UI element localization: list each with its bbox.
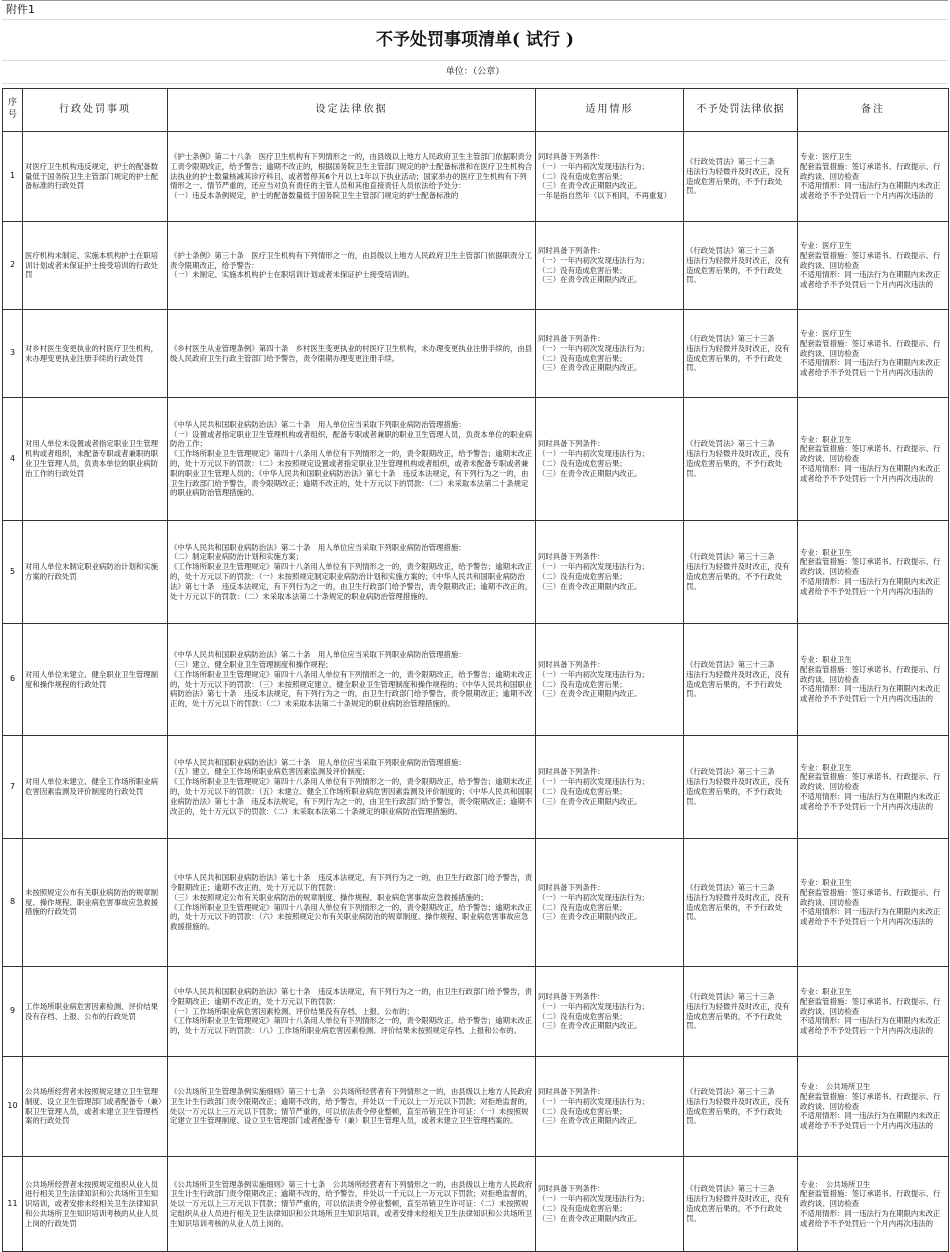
cell-item: 公共场所经营者未按照规定建立卫生管理制度、设立卫生管理部门或者配备专（兼）职卫生管理人员，或者未建立卫生管理档案的行政处罚 bbox=[23, 1057, 168, 1157]
cell-note: 专业：职业卫生 配套监管措施：签订承诺书、行政提示、行政约谈、回访检查 不适用情形：同一违法行为在期限内未改正或者给予不予处罚后一个月内再次违法的 bbox=[798, 521, 949, 624]
cell-law: 《护士条例》第三十条 医疗卫生机构有下列情形之一的，由县级以上地方人民政府卫生主管部门依据职责分工责令限期改正，给予警告： （一）未制定、实施本机构护士在职培训计划或者未保证护士接受培训的。 bbox=[168, 222, 536, 310]
cell-cond: 同时具备下列条件： （一）一年内初次发现违法行为； （二）没有造成危害后果； （三）在责令改正期限内改正。 bbox=[536, 839, 684, 967]
penalty-exemption-table bbox=[2, 88, 949, 1252]
cell-basis: 《行政处罚法》第三十三条 违法行为轻微并及时改正，没有造成危害后果的，不予行政处罚。 bbox=[684, 1157, 798, 1252]
header-condition: 适用情形 bbox=[536, 89, 684, 132]
cell-basis: 《行政处罚法》第三十三条 违法行为轻微并及时改正，没有造成危害后果的，不予行政处罚。 bbox=[684, 521, 798, 624]
cell-note: 专业： 公共场所卫生 配套监管措施：签订承诺书、行政提示、行政约谈、回访检查 不适用情形：同一违法行为在期限内未改正或者给予不予处罚后一个月内再次违法的 bbox=[798, 1157, 949, 1252]
cell-cond: 同时具备下列条件： （一）一年内初次发现违法行为； （二）没有造成危害后果； （三）在责令改正期限内改正。 一年是指自然年（以下相同，不再重复） bbox=[536, 132, 684, 222]
cell-cond: 同时具备下列条件： （一）一年内初次发现违法行为； （二）没有造成危害后果； （三）在责令改正期限内改正。 bbox=[536, 1057, 684, 1157]
cell-note: 专业：医疗卫生 配套监管措施：签订承诺书、行政提示、行政约谈、回访检查 不适用情形：同一违法行为在期限内未改正或者给予不予处罚后一个月内再次违法的 bbox=[798, 310, 949, 398]
cell-law: 《乡村医生从业管理条例》第四十条 乡村医生变更执业的村医疗卫生机构，未办理变更执业注册手续的，由县级人民政府卫生行政主管部门给予警告，责令限期办理变更注册手续。 bbox=[168, 310, 536, 398]
cell-note: 专业：职业卫生 配套监管措施：签订承诺书、行政提示、行政约谈、回访检查 不适用情形：同一违法行为在期限内未改正或者给予不予处罚后一个月内再次违法的 bbox=[798, 967, 949, 1057]
document-sheet bbox=[2, 0, 948, 1252]
cell-law: 《中华人民共和国职业病防治法》第二十条 用人单位应当采取下列职业病防治管理措施： （五）建立、健全工作场所职业病危害因素监测及评价制度； 《工作场所职业卫生管理规定》第四十八条用人单位有下列情形之一的，责令限期改正，给予警告；逾期未改正的，处十万元以下的罚款：（五）未建立、健全工作场所职业病危害因素监测及评价制度的；《中华人民共和国职业病防治法》第七十条 违反本法规定，有下列行为之一的，由卫生行政部门给予警告，责令限期改正；逾期不改正的，处十万元以下的罚款：（二）未采取本法第二十条规定的职业病防治管理措施的。 bbox=[168, 736, 536, 839]
cell-law: 《公共场所卫生管理条例实施细则》第三十七条 公共场所经营者有下列情形之一的，由县级以上地方人民政府卫生计生行政部门责令限期改正；逾期不改的，给予警告，并处以一千元以上一万元以下罚款；对拒绝监督的，处以一万元以上三万元以下罚款；情节严重的，可以依法责令停业整顿，直至吊销卫生许可证：（一）未按照规定建立卫生管理制度、设立卫生管理部门或者配备专（兼）职卫生管理人员，或者未建立卫生管理档案的。 bbox=[168, 1057, 536, 1157]
table-row bbox=[3, 967, 949, 1057]
table-row bbox=[3, 521, 949, 624]
cell-law: 《中华人民共和国职业病防治法》第二十条 用人单位应当采取下列职业病防治管理措施： （二）制定职业病防治计划和实施方案； 《工作场所职业卫生管理规定》第四十八条用人单位有下列情形之一的，责令限期改正，给予警告；逾期未改正的，处十万元以下的罚款：（一）未按照规定制定职业病防治计划和实施方案的；《中华人民共和国职业病防治法》第七十条 违反本法规定，有下列行为之一的，由卫生行政部门给予警告，责令限期改正；逾期不改正的，处十万元以下的罚款：（二）未采取本法第二十条规定的职业病防治管理措施的。 bbox=[168, 521, 536, 624]
header-law: 设定法律依据 bbox=[168, 89, 536, 132]
cell-law: 《护士条例》第二十八条 医疗卫生机构有下列情形之一的，由县级以上地方人民政府卫生主管部门依据职责分工责令限期改正，给予警告；逾期不改正的，根据国务院卫生主管部门规定的护士配备标准和在医疗卫生机构合法执业的护士数量核减其诊疗科目，或者暂停其6个月以上1年以下执业活动；国家举办的医疗卫生机构有下列情形之一、情节严重的，还应当对负有责任的主管人员和其他直接责任人员依法给予处分： （一）违反本条例规定，护士的配备数量低于国务院卫生主管部门规定的护士配备标准的 bbox=[168, 132, 536, 222]
header-no: 序号 bbox=[3, 89, 23, 132]
header-basis: 不予处罚法律依据 bbox=[684, 89, 798, 132]
cell-item: 公共场所经营者未按照规定组织从业人员进行相关卫生法律知识和公共场所卫生知识培训，或者安排未经相关卫生法律知识和公共场所卫生知识培训考核的从业人员上岗的行政处罚 bbox=[23, 1157, 168, 1252]
cell-basis: 《行政处罚法》第三十三条 违法行为轻微并及时改正，没有造成危害后果的，不予行政处罚。 bbox=[684, 839, 798, 967]
cell-no: 8 bbox=[3, 839, 23, 967]
cell-item: 对用人单位未建立、健全工作场所职业病危害因素监测及评价制度的行政处罚 bbox=[23, 736, 168, 839]
unit-seal-line: 单位：（公章） bbox=[2, 61, 948, 84]
cell-no: 1 bbox=[3, 132, 23, 222]
cell-note: 专业：职业卫生 配套监管措施：签订承诺书、行政提示、行政约谈、回访检查 不适用情形：同一违法行为在期限内未改正或者给予不予处罚后一个月内再次违法的 bbox=[798, 839, 949, 967]
table-row bbox=[3, 839, 949, 967]
cell-cond: 同时具备下列条件： （一）一年内初次发现违法行为； （二）没有造成危害后果； （三）在责令改正期限内改正。 bbox=[536, 1157, 684, 1252]
cell-no: 2 bbox=[3, 222, 23, 310]
cell-no: 4 bbox=[3, 398, 23, 521]
cell-note: 专业：医疗卫生 配套监管措施：签订承诺书、行政提示、行政约谈、回访检查 不适用情形：同一违法行为在期限内未改正或者给予不予处罚后一个月内再次违法的 bbox=[798, 222, 949, 310]
table-row bbox=[3, 1057, 949, 1157]
cell-note: 专业：职业卫生 配套监管措施：签订承诺书、行政提示、行政约谈、回访检查 不适用情形：同一违法行为在期限内未改正或者给予不予处罚后一个月内再次违法的 bbox=[798, 398, 949, 521]
cell-cond: 同时具备下列条件： （一）一年内初次发现违法行为； （二）没有造成危害后果； （三）在责令改正期限内改正。 bbox=[536, 310, 684, 398]
cell-no: 6 bbox=[3, 624, 23, 736]
cell-item: 对医疗卫生机构违反规定，护士的配备数量低于国务院卫生主管部门规定的护士配备标准的行政处罚 bbox=[23, 132, 168, 222]
cell-basis: 《行政处罚法》第三十三条 违法行为轻微并及时改正，没有造成危害后果的，不予行政处罚。 bbox=[684, 624, 798, 736]
cell-cond: 同时具备下列条件： （一）一年内初次发现违法行为； （二）没有造成危害后果； （三）在责令改正期限内改正。 bbox=[536, 398, 684, 521]
cell-note: 专业： 公共场所卫生 配套监管措施：签订承诺书、行政提示、行政约谈、回访检查 不适用情形：同一违法行为在期限内未改正或者给予不予处罚后一个月内再次违法的 bbox=[798, 1057, 949, 1157]
cell-cond: 同时具备下列条件： （一）一年内初次发现违法行为； （二）没有造成危害后果； （三）在责令改正期限内改正。 bbox=[536, 521, 684, 624]
table-row bbox=[3, 398, 949, 521]
cell-law: 《中华人民共和国职业病防治法》第七十条 违反本法规定，有下列行为之一的，由卫生行政部门给予警告，责令限期改正；逾期不改正的，处十万元以下的罚款： （三）未按照规定公布有关职业病防治的规章制度、操作规程、职业病危害事故应急救援措施的； 《工作场所职业卫生管理规定》第四十八条用人单位有下列情形之一的，责令限期改正，给予警告；逾期未改正的，处十万元以下的罚款：（六）未按照规定公布有关职业病防治的规章制度、操作规程、职业病危害事故应急救援措施的。 bbox=[168, 839, 536, 967]
cell-basis: 《行政处罚法》第三十三条 违法行为轻微并及时改正，没有造成危害后果的，不予行政处罚。 bbox=[684, 736, 798, 839]
table-row bbox=[3, 310, 949, 398]
cell-no: 10 bbox=[3, 1057, 23, 1157]
table-row bbox=[3, 736, 949, 839]
cell-basis: 《行政处罚法》第三十三条 违法行为轻微并及时改正，没有造成危害后果的，不予行政处罚。 bbox=[684, 132, 798, 222]
table-row bbox=[3, 132, 949, 222]
cell-item: 对乡村医生变更执业的村医疗卫生机构，未办理变更执业注册手续的行政处罚 bbox=[23, 310, 168, 398]
table-row bbox=[3, 624, 949, 736]
cell-item: 对用人单位未设置或者指定职业卫生管理机构或者组织，未配备专职或者兼职的职业卫生管理人员，负责本单位的职业病防治工作的行政处罚 bbox=[23, 398, 168, 521]
cell-law: 《中华人民共和国职业病防治法》第七十条 违反本法规定，有下列行为之一的，由卫生行政部门给予警告，责令限期改正；逾期不改正的，处十万元以下的罚款： （一）工作场所职业病危害因素检测、评价结果没有存档、上报、公布的； 《工作场所职业卫生管理规定》第四十八条用人单位有下列情形之一的，责令限期改正，给予警告；逾期未改正的，处十万元以下的罚款：（八）工作场所职业病危害因素检测、评价结果未按照规定存档、上报和公布的。 bbox=[168, 967, 536, 1057]
cell-law: 《中华人民共和国职业病防治法》第二十条 用人单位应当采取下列职业病防治管理措施： （一）设置或者指定职业卫生管理机构或者组织，配备专职或者兼职的职业卫生管理人员，负责本单位的职业病防治工作； 《工作场所职业卫生管理规定》第四十八条用人单位有下列情形之一的，责令限期改正，给予警告；逾期未改正的，处十万元以下的罚款：（二）未按照规定设置或者指定职业卫生管理机构或者组织，或者未配备专职或者兼职的职业卫生管理人员的；《中华人民共和国职业病防治法》第七十条 违反本法规定，有下列行为之一的，由卫生行政部门给予警告，责令限期改正；逾期不改正的，处十万元以下的罚款：（二）未采取本法第二十条规定的职业病防治管理措施的。 bbox=[168, 398, 536, 521]
cell-no: 5 bbox=[3, 521, 23, 624]
cell-no: 9 bbox=[3, 967, 23, 1057]
cell-cond: 同时具备下列条件： （一）一年内初次发现违法行为； （二）没有造成危害后果； （三）在责令改正期限内改正。 bbox=[536, 624, 684, 736]
cell-note: 专业：医疗卫生 配套监管措施：签订承诺书、行政提示、行政约谈、回访检查 不适用情形：同一违法行为在期限内未改正或者给予不予处罚后一个月内再次违法的 bbox=[798, 132, 949, 222]
cell-basis: 《行政处罚法》第三十三条 违法行为轻微并及时改正，没有造成危害后果的，不予行政处罚。 bbox=[684, 1057, 798, 1157]
attachment-label: 附件1 bbox=[2, 0, 948, 20]
cell-item: 未按照规定公布有关职业病防治的规章制度、操作规程、职业病危害事故应急救援措施的行政处罚 bbox=[23, 839, 168, 967]
cell-no: 11 bbox=[3, 1157, 23, 1252]
cell-item: 对用人单位未建立、健全职业卫生管理制度和操作规程的行政处罚 bbox=[23, 624, 168, 736]
cell-cond: 同时具备下列条件： （一）一年内初次发现违法行为； （二）没有造成危害后果； （三）在责令改正期限内改正。 bbox=[536, 967, 684, 1057]
cell-basis: 《行政处罚法》第三十三条 违法行为轻微并及时改正，没有造成危害后果的，不予行政处罚。 bbox=[684, 967, 798, 1057]
page-title: 不予处罚事项清单( 试行 ) bbox=[2, 20, 948, 61]
cell-law: 《中华人民共和国职业病防治法》第二十条 用人单位应当采取下列职业病防治管理措施： （三）建立、健全职业卫生管理制度和操作规程； 《工作场所职业卫生管理规定》第四十八条用人单位有下列情形之一的，责令限期改正，给予警告；逾期未改正的，处十万元以下的罚款：（三）未按照规定建立、健全职业卫生管理制度和操作规程的；《中华人民共和国职业病防治法》第七十条 违反本法规定，有下列行为之一的，由卫生行政部门给予警告，责令限期改正；逾期不改正的，处十万元以下的罚款：（二）未采取本法第二十条规定的职业病防治管理措施的。 bbox=[168, 624, 536, 736]
cell-note: 专业：职业卫生 配套监管措施：签订承诺书、行政提示、行政约谈、回访检查 不适用情形：同一违法行为在期限内未改正或者给予不予处罚后一个月内再次违法的 bbox=[798, 736, 949, 839]
cell-basis: 《行政处罚法》第三十三条 违法行为轻微并及时改正，没有造成危害后果的，不予行政处罚。 bbox=[684, 310, 798, 398]
cell-no: 3 bbox=[3, 310, 23, 398]
cell-cond: 同时具备下列条件： （一）一年内初次发现违法行为； （二）没有造成危害后果； （三）在责令改正期限内改正。 bbox=[536, 736, 684, 839]
cell-cond: 同时具备下列条件： （一）一年内初次发现违法行为； （二）没有造成危害后果； （三）在责令改正期限内改正。 bbox=[536, 222, 684, 310]
table-header-row bbox=[3, 89, 949, 132]
cell-item: 对用人单位未制定职业病防治计划和实施方案的行政处罚 bbox=[23, 521, 168, 624]
cell-law: 《公共场所卫生管理条例实施细则》第三十七条 公共场所经营者有下列情形之一的，由县级以上地方人民政府卫生计生行政部门责令限期改正；逾期不改的，给予警告，并处以一千元以上一万元以下罚款；对拒绝监督的，处以一万元以上三万元以下罚款；情节严重的，可以依法责令停业整顿，直至吊销卫生许可证：（二）未按照规定组织从业人员进行相关卫生法律知识和公共场所卫生知识培训，或者安排未经相关卫生法律知识和公共场所卫生知识培训考核的从业人员上岗的。 bbox=[168, 1157, 536, 1252]
cell-item: 工作场所职业病危害因素检测、评价结果没有存档、上报、公布的行政处罚 bbox=[23, 967, 168, 1057]
header-note: 备注 bbox=[798, 89, 949, 132]
table-row bbox=[3, 1157, 949, 1252]
table-row bbox=[3, 222, 949, 310]
cell-item: 医疗机构未制定、实施本机构护士在职培训计划或者未保证护士接受培训的行政处罚 bbox=[23, 222, 168, 310]
cell-basis: 《行政处罚法》第三十三条 违法行为轻微并及时改正，没有造成危害后果的，不予行政处罚。 bbox=[684, 398, 798, 521]
cell-basis: 《行政处罚法》第三十三条 违法行为轻微并及时改正，没有造成危害后果的，不予行政处罚。 bbox=[684, 222, 798, 310]
cell-note: 专业：职业卫生 配套监管措施：签订承诺书、行政提示、行政约谈、回访检查 不适用情形：同一违法行为在期限内未改正或者给予不予处罚后一个月内再次违法的 bbox=[798, 624, 949, 736]
cell-no: 7 bbox=[3, 736, 23, 839]
header-item: 行政处罚事项 bbox=[23, 89, 168, 132]
